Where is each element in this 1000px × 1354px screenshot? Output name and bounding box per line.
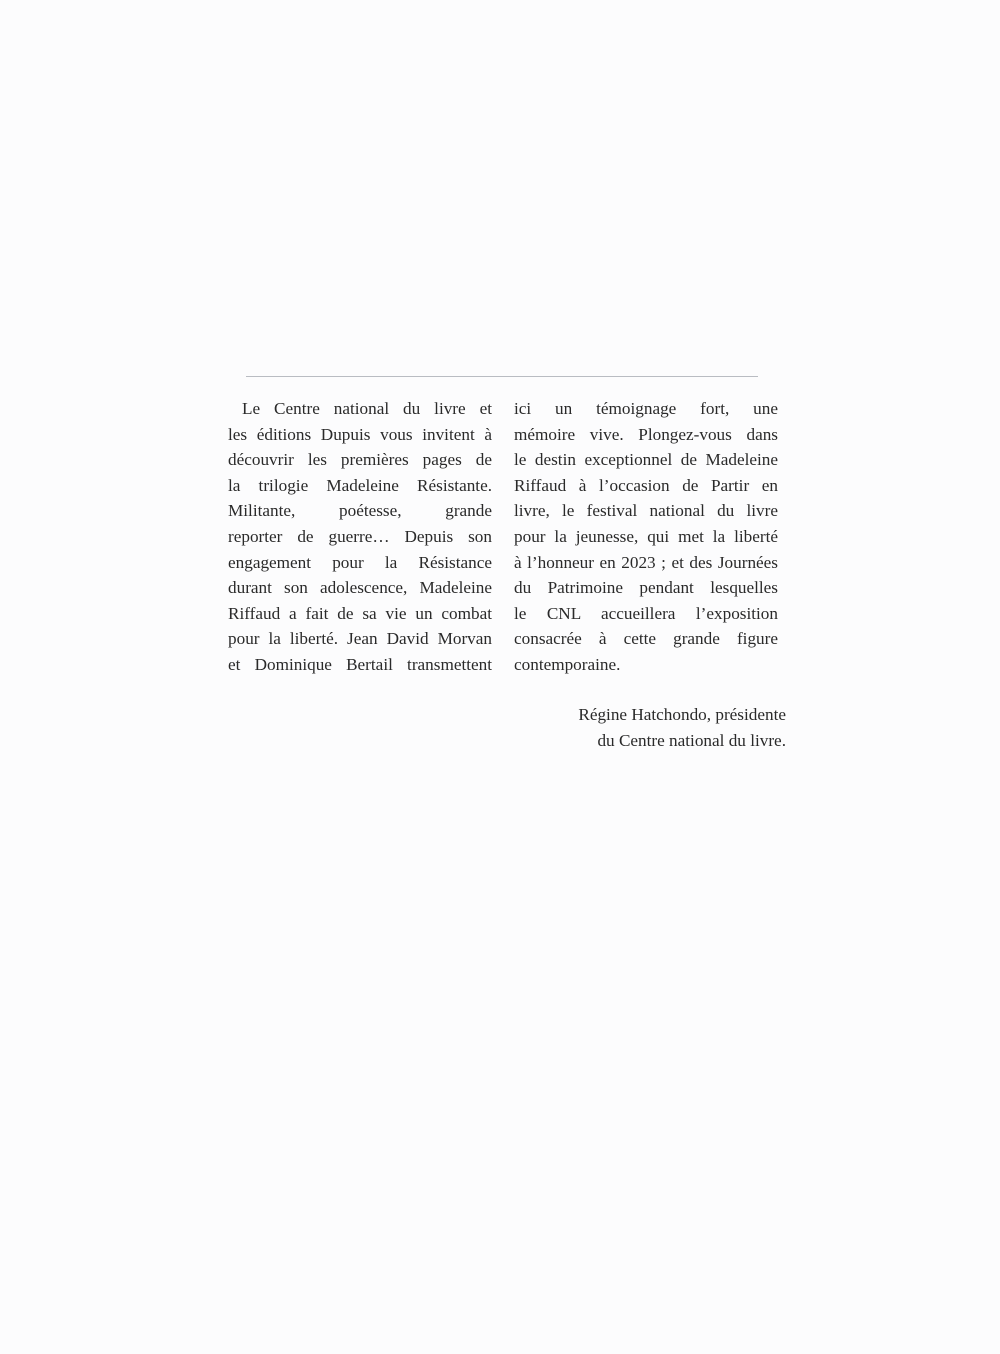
text-line: consacrée à cette grande figure — [514, 629, 778, 649]
text-line: mémoire vive. Plongez-vous dans — [514, 424, 778, 444]
text-line: découvrir les premières pages de — [228, 450, 492, 470]
signature-block — [480, 702, 786, 753]
text-line: Riffaud à l’occasion de Partir en — [514, 475, 778, 495]
intro-right-column — [514, 396, 778, 678]
text-line: pour la jeunesse, qui met la liberté — [514, 526, 778, 546]
text-line: les éditions Dupuis vous invitent à — [228, 424, 492, 444]
text-line: livre, le festival national du livre — [514, 501, 778, 521]
text-line: à l’honneur en 2023 ; et des Journées — [514, 552, 778, 572]
text-line: la trilogie Madeleine Résistante. — [228, 475, 492, 495]
text-line: Le Centre national du livre et — [242, 399, 492, 418]
text-line: reporter de guerre… Depuis son — [228, 526, 492, 546]
horizontal-rule — [246, 376, 758, 377]
text-line: Militante, poétesse, grande — [228, 501, 492, 521]
text-line: engagement pour la Résistance — [228, 552, 492, 572]
signature-title: du Centre national du livre. — [597, 730, 786, 750]
text-line: contemporaine. — [514, 654, 621, 674]
text-line: le destin exceptionnel de Madeleine — [514, 450, 778, 470]
text-line: le CNL accueillera l’exposition — [514, 603, 778, 623]
text-line: du Patrimoine pendant lesquelles — [514, 578, 778, 598]
text-line: et Dominique Bertail transmettent — [228, 654, 492, 674]
text-line: ici un témoignage fort, une — [514, 399, 778, 418]
text-line: Riffaud a fait de sa vie un combat — [228, 603, 492, 623]
intro-left-column — [228, 396, 492, 678]
text-line: durant son adolescence, Madeleine — [228, 578, 492, 598]
text-line: pour la liberté. Jean David Morvan — [228, 629, 492, 649]
signature-name: Régine Hatchondo, présidente — [578, 705, 786, 724]
